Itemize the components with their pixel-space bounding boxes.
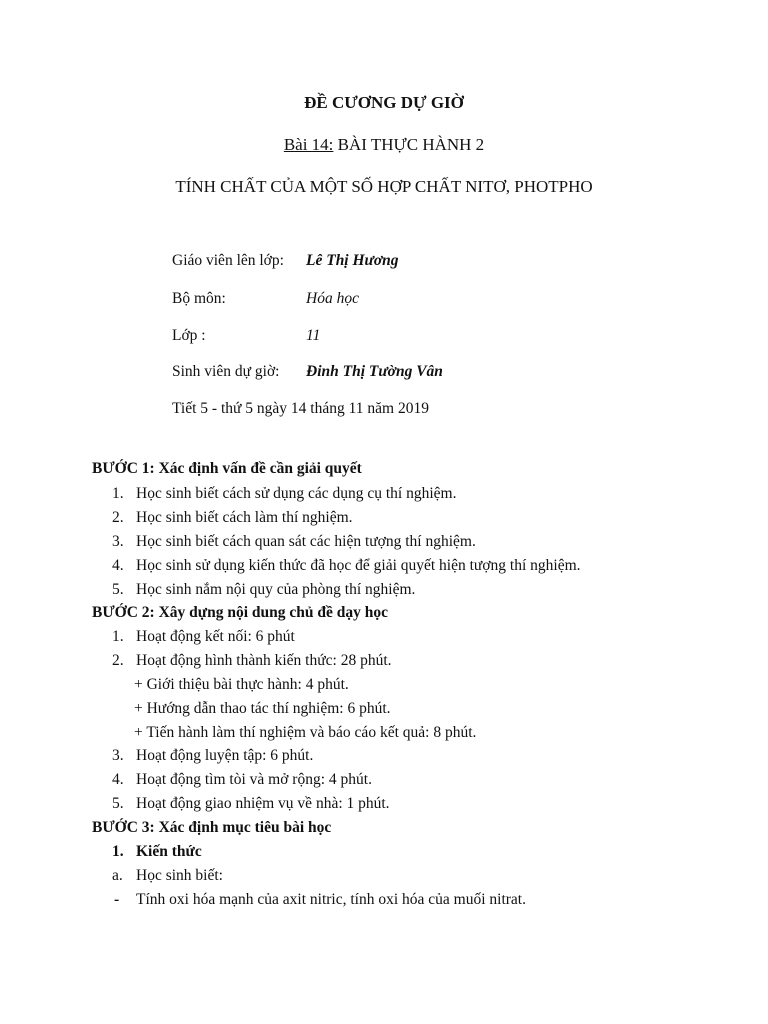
section-number: 1. [112,843,124,860]
teacher-label: Giáo viên lên lớp: [172,252,284,269]
list-item: Học sinh biết cách quan sát các hiện tượng thí nghiệm. [136,533,476,550]
sub-item: + Giới thiệu bài thực hành: 4 phút. [134,676,349,693]
list-item-number: 1. [112,485,124,502]
dash-item: Tính oxi hóa mạnh của axit nitric, tính oxi hóa của muối nitrat. [136,891,526,908]
document-title: ĐỀ CƯƠNG DỰ GIỜ [304,93,464,112]
step3-heading: BƯỚC 3: Xác định mục tiêu bài học [92,819,332,836]
lesson-number: Bài 14: [283,135,334,154]
list-item: Hoạt động tìm tòi và mở rộng: 4 phút. [136,771,372,788]
lesson-name: BÀI THỰC HÀNH 2 [333,135,485,154]
list-item: Hoạt động kết nối: 6 phút [136,628,295,645]
class-row [172,327,320,345]
observer-label: Sinh viên dự giờ: [172,363,280,380]
list-item-number: 3. [112,533,124,550]
list-item: Học sinh nắm nội quy của phòng thí nghiệm. [136,581,416,598]
list-item-number: 4. [112,557,124,574]
sub-letter: a. [112,867,123,884]
list-item-number: 3. [112,747,124,764]
class-value: 11 [306,327,321,344]
sub-text: Học sinh biết: [136,867,223,884]
step2-heading: BƯỚC 2: Xây dựng nội dung chủ đề dạy học [92,604,388,621]
sub-item: + Hướng dẫn thao tác thí nghiệm: 6 phút. [134,700,391,717]
observer-value: Đinh Thị Tường Vân [306,363,443,380]
list-item-number: 5. [112,581,124,598]
list-item: Học sinh biết cách làm thí nghiệm. [136,509,353,526]
subject-label: Bộ môn: [172,290,226,307]
list-item-number: 1. [112,628,124,645]
class-label: Lớp : [172,327,206,344]
lesson-subtitle: TÍNH CHẤT CỦA MỘT SỐ HỢP CHẤT NITƠ, PHOTPHO [175,177,593,196]
list-item: Hoạt động hình thành kiến thức: 28 phút. [136,652,392,669]
step1-heading: BƯỚC 1: Xác định vấn đề cần giải quyết [92,460,362,477]
list-item: Hoạt động giao nhiệm vụ về nhà: 1 phút. [136,795,390,812]
list-item-number: 4. [112,771,124,788]
list-item: Học sinh sử dụng kiến thức đã học để giải quyết hiện tượng thí nghiệm. [136,557,581,574]
sub-item: + Tiến hành làm thí nghiệm và báo cáo kết quả: 8 phút. [134,724,477,741]
lesson-line [0,135,768,155]
list-item-number: 5. [112,795,124,812]
section-title: Kiến thức [136,843,202,860]
list-item: Học sinh biết cách sử dụng các dụng cụ thí nghiệm. [136,485,457,502]
dash-bullet: - [114,891,120,908]
observer-row [172,363,443,381]
teacher-row [172,252,399,270]
teacher-value: Lê Thị Hương [306,252,399,269]
subject-value: Hóa học [306,290,359,307]
list-item-number: 2. [112,652,124,669]
list-item-number: 2. [112,509,124,526]
subject-row [172,290,359,308]
list-item: Hoạt động luyện tập: 6 phút. [136,747,314,764]
date-line: Tiết 5 - thứ 5 ngày 14 tháng 11 năm 2019 [172,400,429,417]
